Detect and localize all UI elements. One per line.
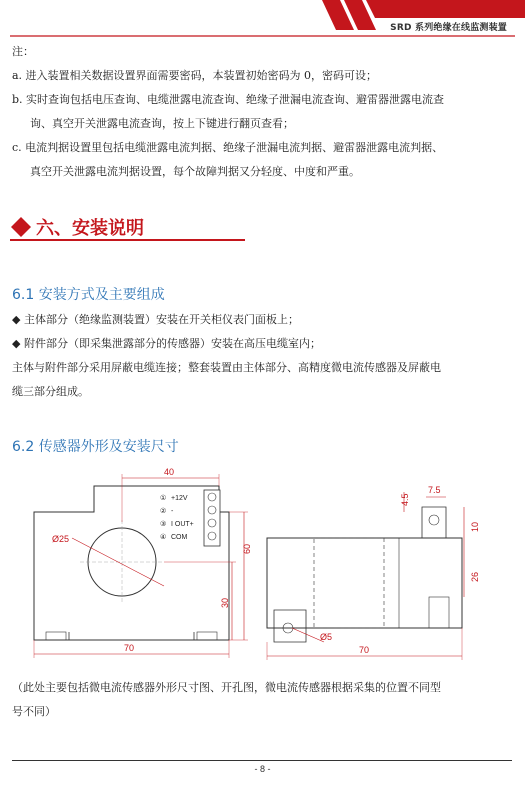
terminal-label: I OUT+	[171, 521, 194, 528]
dim-7-5: 7.5	[428, 485, 441, 495]
caption-line2: 号不同）	[12, 705, 56, 718]
section-underline	[10, 239, 245, 241]
paragraph-line: 缆三部分组成。	[12, 385, 89, 398]
side-view	[267, 507, 462, 642]
terminal-num: ③	[160, 521, 167, 528]
page-number: - 8 -	[254, 764, 271, 774]
caption-line1: （此处主要包括微电流传感器外形尺寸图、开孔图，微电流传感器根据采集的位置不同型	[12, 681, 441, 694]
terminal-list	[160, 494, 194, 541]
note-c-line2: 真空开关泄露电流判据设置，每个故障判据又分轻度、中度和严重。	[30, 165, 360, 178]
terminal-num: ①	[160, 495, 167, 502]
notes-label: 注：	[12, 45, 34, 58]
dim-side-width: 70	[359, 645, 370, 655]
subsection-title-6-2: 6.2 传感器外形及安装尺寸	[12, 439, 179, 455]
dim-26: 26	[470, 571, 480, 582]
list-item: ◆ 附件部分（即采集泄露部分的传感器）安装在高压电缆室内；	[12, 337, 321, 350]
dim-4-5: 4.5	[400, 493, 410, 506]
terminal-num: ④	[160, 534, 167, 541]
dim-10: 10	[470, 521, 480, 532]
caption	[12, 676, 507, 724]
note-a: a. 进入装置相关数据设置界面需要密码，本装置初始密码为 0，密码可设；	[12, 69, 378, 82]
paragraph-line: 主体与附件部分采用屏蔽电缆连接；整套装置由主体部分、高精度微电流传感器及屏蔽电	[12, 361, 441, 374]
subsection-6-1-body	[12, 308, 507, 404]
section-heading	[10, 210, 260, 242]
terminal-label: +12V	[171, 495, 188, 502]
note-b-line2: 询、真空开关泄露电流查询，按上下键进行翻页查看；	[30, 117, 294, 130]
header-title: SRD 系列绝缘在线监测装置	[390, 23, 507, 33]
note-b-line1: b. 实时查询包括电压查询、电缆泄露电流查询、绝缘子泄漏电流查询、避雷器泄露电流查	[12, 93, 445, 106]
section-title: 六、安装说明	[36, 218, 144, 239]
side-hole-label: Ø5	[320, 632, 333, 642]
terminal-label: COM	[171, 534, 188, 541]
terminal-label: -	[171, 508, 174, 515]
diamond-icon	[10, 216, 32, 238]
hole-diameter-label: Ø25	[52, 534, 70, 544]
dim-top-width: 40	[164, 467, 175, 477]
terminal-num: ②	[160, 508, 167, 515]
dim-bottom-width: 70	[124, 643, 135, 653]
list-item: ◆ 主体部分（绝缘监测装置）安装在开关柜仪表门面板上；	[12, 313, 299, 326]
dim-height: 60	[242, 543, 252, 554]
footer-divider	[12, 760, 512, 761]
note-c-line1: c. 电流判据设置里包括电缆泄露电流判据、绝缘子泄漏电流判据、避雷器泄露电流判据、	[12, 141, 444, 154]
subsection-title-6-1: 6.1 安装方式及主要组成	[12, 287, 165, 303]
sensor-dimension-drawing	[14, 462, 504, 667]
notes-block	[12, 40, 507, 184]
dim-center-height: 30	[220, 597, 230, 608]
front-view-outline	[34, 486, 229, 640]
